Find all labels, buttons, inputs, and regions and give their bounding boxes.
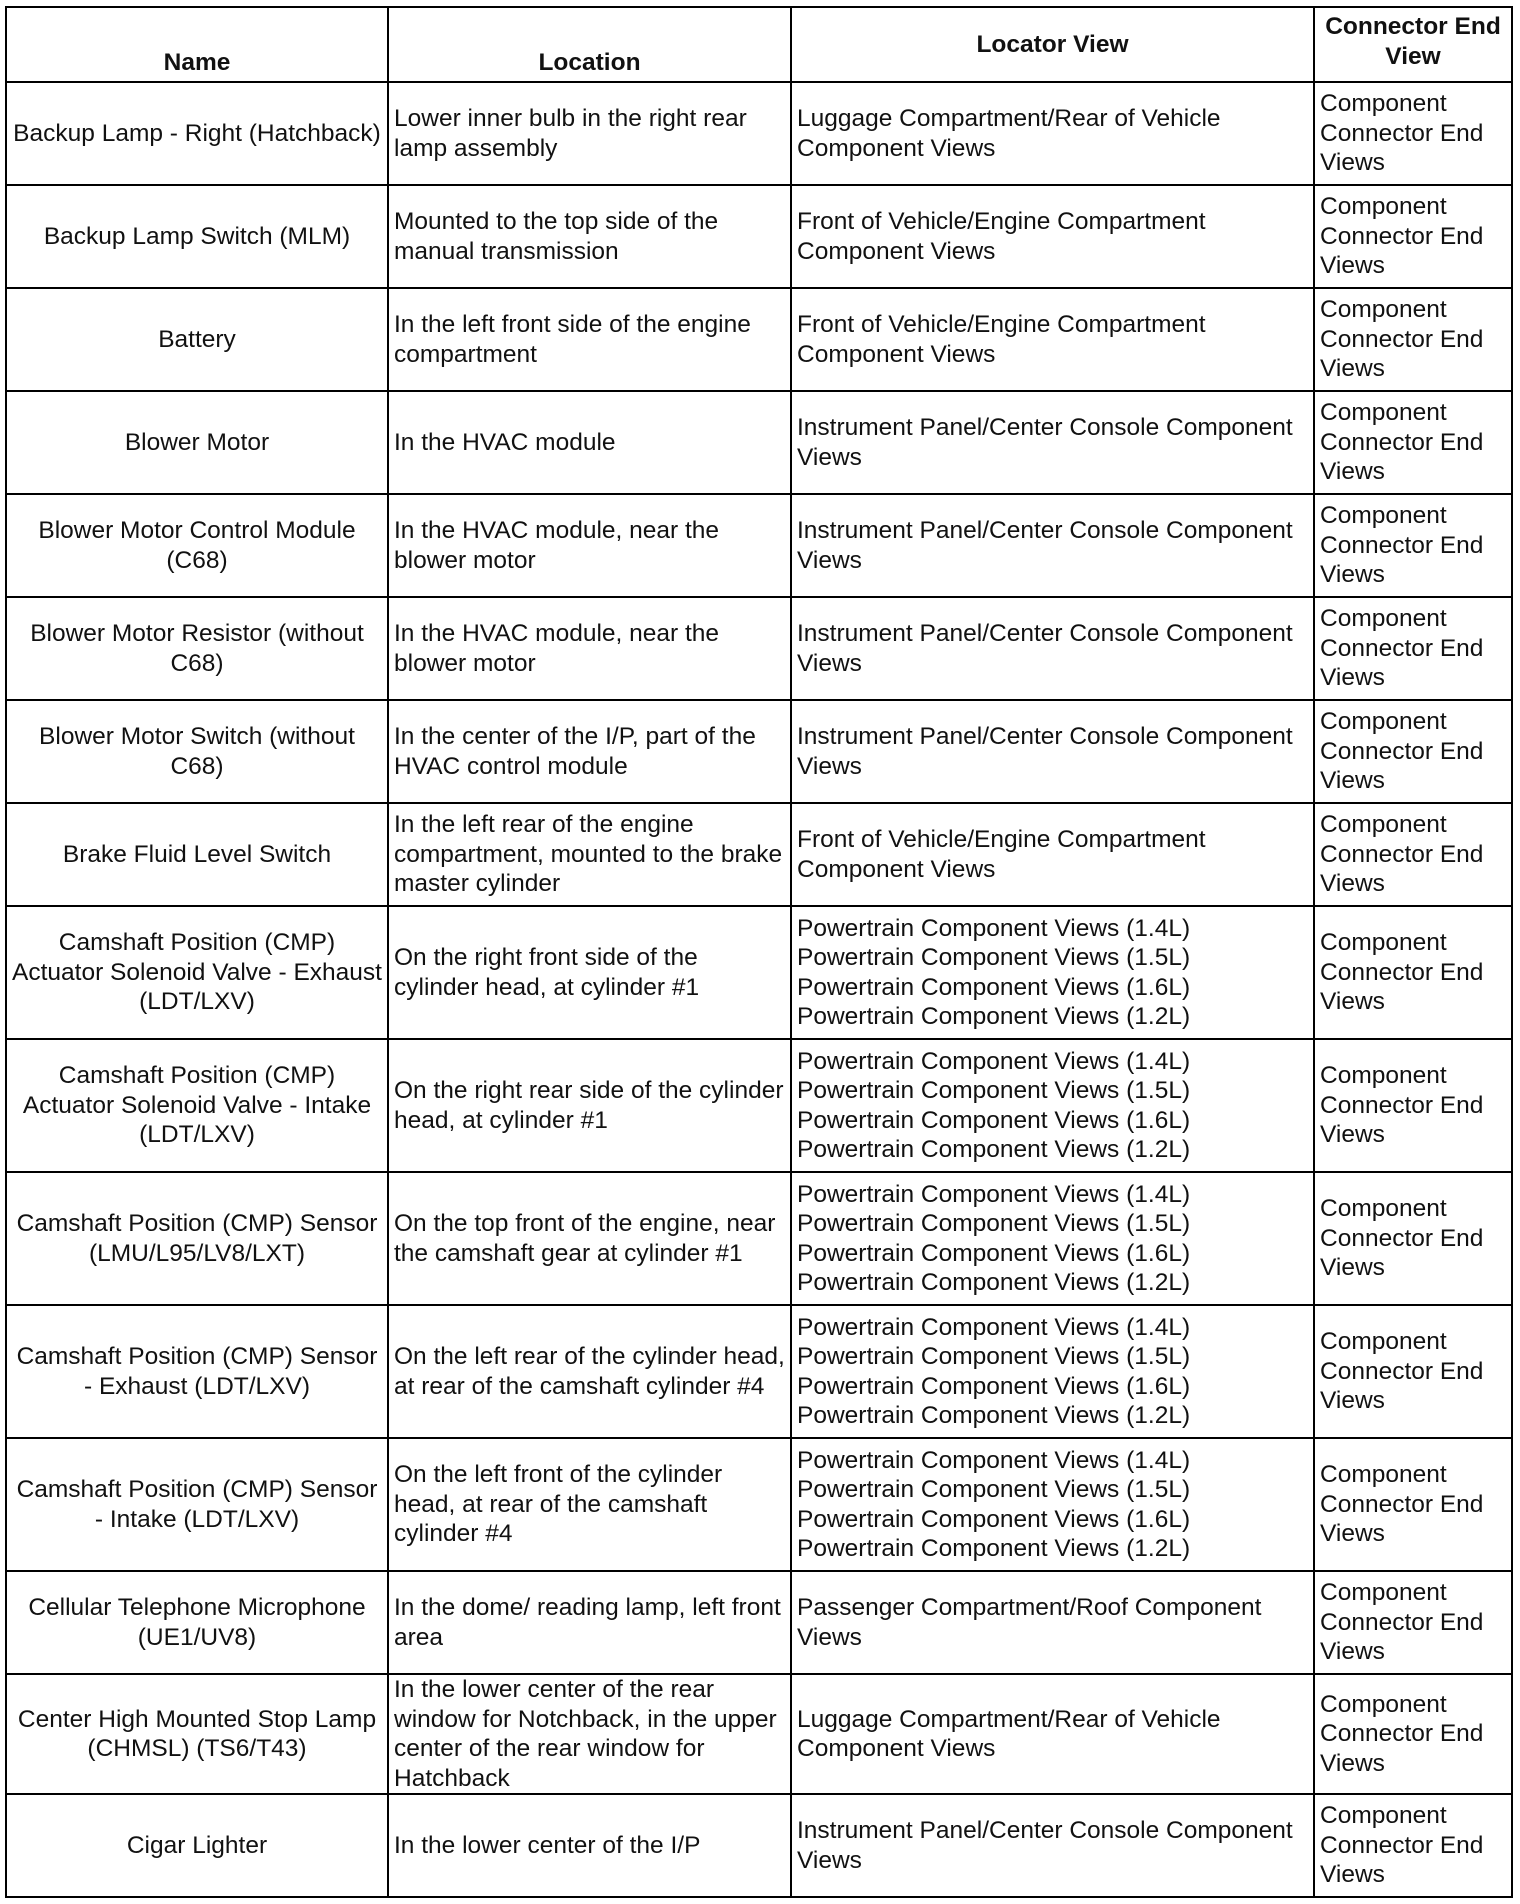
table-row: [6, 1438, 1512, 1571]
cell-location: In the HVAC module, near the blower motor: [388, 494, 791, 597]
table-row: [6, 803, 1512, 906]
table-row: [6, 494, 1512, 597]
cell-location: Mounted to the top side of the manual transmission: [388, 185, 791, 288]
cell-connector-end-view: Component Connector End Views: [1314, 1172, 1512, 1305]
cell-location: On the left front of the cylinder head, at rear of the camshaft cylinder #4: [388, 1438, 791, 1571]
cell-locator-view: Powertrain Component Views (1.4L) Powertrain Component Views (1.5L) Powertrain Component Views (1.6L) Powertrain Component Views (1.2L): [791, 906, 1314, 1039]
table-row: [6, 906, 1512, 1039]
cell-name: Backup Lamp - Right (Hatchback): [6, 82, 388, 185]
cell-locator-view: Luggage Compartment/Rear of Vehicle Component Views: [791, 1674, 1314, 1794]
table-row: [6, 597, 1512, 700]
cell-name: Backup Lamp Switch (MLM): [6, 185, 388, 288]
component-locator-table: [5, 6, 1513, 1898]
table-row: [6, 288, 1512, 391]
header-locator-view: Locator View: [791, 7, 1314, 82]
cell-connector-end-view: Component Connector End Views: [1314, 1305, 1512, 1438]
cell-locator-view: Instrument Panel/Center Console Component Views: [791, 700, 1314, 803]
cell-location: In the left front side of the engine compartment: [388, 288, 791, 391]
cell-name: Camshaft Position (CMP) Sensor - Exhaust (LDT/LXV): [6, 1305, 388, 1438]
cell-location: In the center of the I/P, part of the HVAC control module: [388, 700, 791, 803]
cell-location: In the lower center of the I/P: [388, 1794, 791, 1897]
cell-connector-end-view: Component Connector End Views: [1314, 1571, 1512, 1674]
cell-locator-view: Front of Vehicle/Engine Compartment Component Views: [791, 288, 1314, 391]
cell-name: Cigar Lighter: [6, 1794, 388, 1897]
cell-connector-end-view: Component Connector End Views: [1314, 185, 1512, 288]
cell-name: Camshaft Position (CMP) Sensor - Intake (LDT/LXV): [6, 1438, 388, 1571]
cell-connector-end-view: Component Connector End Views: [1314, 1674, 1512, 1794]
cell-name: Center High Mounted Stop Lamp (CHMSL) (TS6/T43): [6, 1674, 388, 1794]
cell-connector-end-view: Component Connector End Views: [1314, 597, 1512, 700]
cell-location: On the right rear side of the cylinder head, at cylinder #1: [388, 1039, 791, 1172]
table-row: [6, 1039, 1512, 1172]
cell-connector-end-view: Component Connector End Views: [1314, 803, 1512, 906]
cell-connector-end-view: Component Connector End Views: [1314, 82, 1512, 185]
cell-location: In the HVAC module: [388, 391, 791, 494]
cell-connector-end-view: Component Connector End Views: [1314, 1794, 1512, 1897]
header-location: Location: [388, 7, 791, 82]
table-row: [6, 1305, 1512, 1438]
cell-locator-view: Luggage Compartment/Rear of Vehicle Component Views: [791, 82, 1314, 185]
table-row: [6, 1794, 1512, 1897]
cell-locator-view: Instrument Panel/Center Console Component Views: [791, 494, 1314, 597]
cell-location: On the top front of the engine, near the camshaft gear at cylinder #1: [388, 1172, 791, 1305]
table-row: [6, 1571, 1512, 1674]
cell-name: Blower Motor Resistor (without C68): [6, 597, 388, 700]
table-row: [6, 1674, 1512, 1794]
header-name: Name: [6, 7, 388, 82]
cell-name: Camshaft Position (CMP) Actuator Solenoid Valve - Intake (LDT/LXV): [6, 1039, 388, 1172]
cell-connector-end-view: Component Connector End Views: [1314, 1438, 1512, 1571]
cell-name: Cellular Telephone Microphone (UE1/UV8): [6, 1571, 388, 1674]
cell-locator-view: Powertrain Component Views (1.4L) Powertrain Component Views (1.5L) Powertrain Component Views (1.6L) Powertrain Component Views (1.2L): [791, 1172, 1314, 1305]
cell-location: In the HVAC module, near the blower motor: [388, 597, 791, 700]
cell-locator-view: Instrument Panel/Center Console Component Views: [791, 1794, 1314, 1897]
cell-name: Battery: [6, 288, 388, 391]
table-row: [6, 1172, 1512, 1305]
cell-location: In the dome/ reading lamp, left front area: [388, 1571, 791, 1674]
table-row: [6, 700, 1512, 803]
cell-connector-end-view: Component Connector End Views: [1314, 1039, 1512, 1172]
header-row: [6, 7, 1512, 82]
cell-name: Blower Motor Control Module (C68): [6, 494, 388, 597]
cell-locator-view: Instrument Panel/Center Console Component Views: [791, 391, 1314, 494]
cell-name: Brake Fluid Level Switch: [6, 803, 388, 906]
cell-connector-end-view: Component Connector End Views: [1314, 288, 1512, 391]
cell-connector-end-view: Component Connector End Views: [1314, 700, 1512, 803]
table-row: [6, 185, 1512, 288]
cell-connector-end-view: Component Connector End Views: [1314, 494, 1512, 597]
cell-locator-view: Instrument Panel/Center Console Component Views: [791, 597, 1314, 700]
cell-connector-end-view: Component Connector End Views: [1314, 391, 1512, 494]
cell-location: In the lower center of the rear window for Notchback, in the upper center of the rear window for Hatchback: [388, 1674, 791, 1794]
table-row: [6, 82, 1512, 185]
cell-name: Blower Motor Switch (without C68): [6, 700, 388, 803]
table-row: [6, 391, 1512, 494]
cell-locator-view: Front of Vehicle/Engine Compartment Component Views: [791, 185, 1314, 288]
cell-location: On the right front side of the cylinder head, at cylinder #1: [388, 906, 791, 1039]
cell-locator-view: Passenger Compartment/Roof Component Views: [791, 1571, 1314, 1674]
cell-locator-view: Powertrain Component Views (1.4L) Powertrain Component Views (1.5L) Powertrain Component Views (1.6L) Powertrain Component Views (1.2L): [791, 1305, 1314, 1438]
cell-locator-view: Front of Vehicle/Engine Compartment Component Views: [791, 803, 1314, 906]
cell-name: Camshaft Position (CMP) Actuator Solenoid Valve - Exhaust (LDT/LXV): [6, 906, 388, 1039]
cell-location: On the left rear of the cylinder head, at rear of the camshaft cylinder #4: [388, 1305, 791, 1438]
cell-name: Blower Motor: [6, 391, 388, 494]
cell-locator-view: Powertrain Component Views (1.4L) Powertrain Component Views (1.5L) Powertrain Component Views (1.6L) Powertrain Component Views (1.2L): [791, 1039, 1314, 1172]
cell-location: Lower inner bulb in the right rear lamp assembly: [388, 82, 791, 185]
header-connector-end-view: Connector End View: [1314, 7, 1512, 82]
cell-location: In the left rear of the engine compartment, mounted to the brake master cylinder: [388, 803, 791, 906]
cell-connector-end-view: Component Connector End Views: [1314, 906, 1512, 1039]
cell-locator-view: Powertrain Component Views (1.4L) Powertrain Component Views (1.5L) Powertrain Component Views (1.6L) Powertrain Component Views (1.2L): [791, 1438, 1314, 1571]
cell-name: Camshaft Position (CMP) Sensor (LMU/L95/LV8/LXT): [6, 1172, 388, 1305]
